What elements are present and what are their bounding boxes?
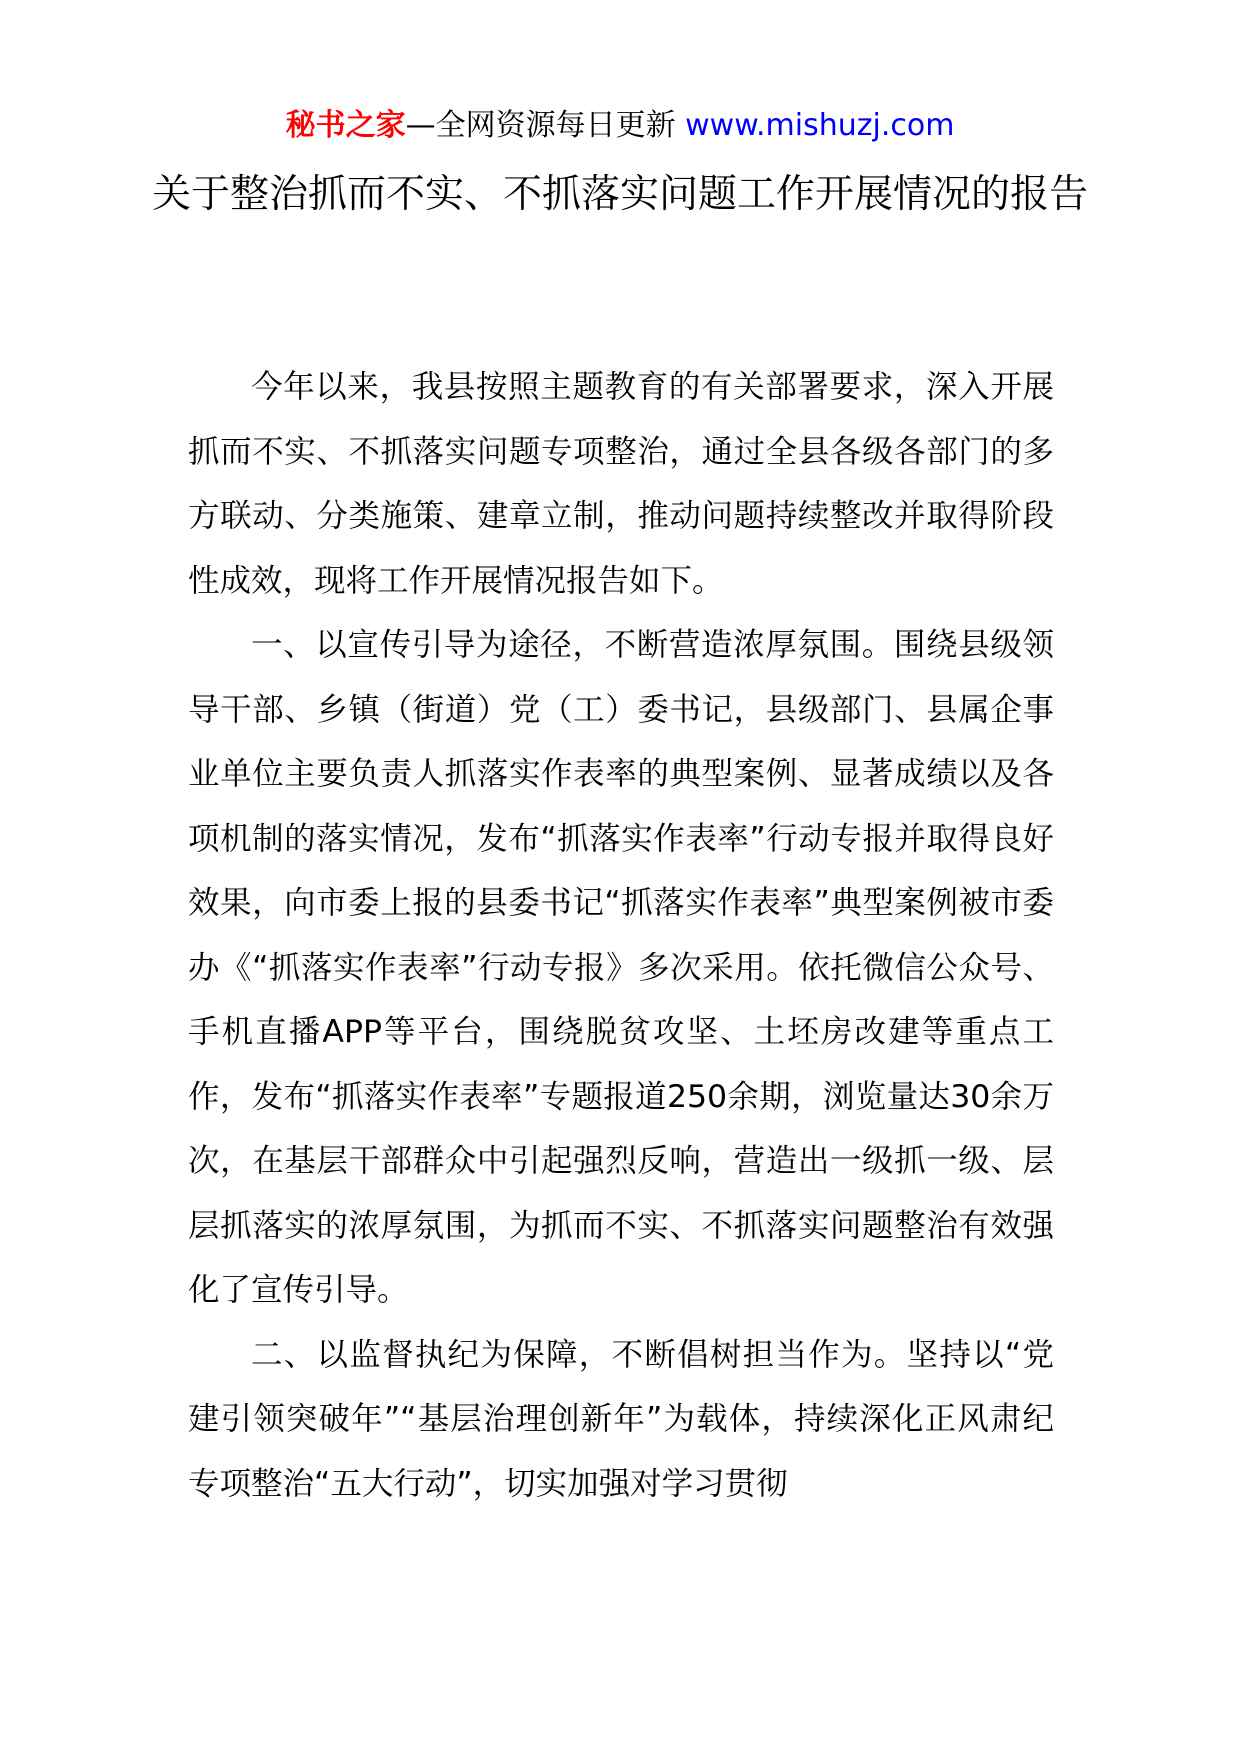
document-title: 关于整治抓而不实、不抓落实问题工作开展情况的报告 <box>151 172 1088 217</box>
paragraph-section-2: 二、以监督执纪为保障，不断倡树担当作为。坚持以“党建引领突破年”“基层治理创新年”为载体，持续深化正风肃纪专项整治“五大行动”，切实加强对学习贯彻 <box>188 1336 1054 1502</box>
paragraph-section-1: 一、以宣传引导为途径，不断营造浓厚氛围。围绕县级领导干部、乡镇（街道）党（工）委书记，县级部门、县属企事业单位主要负责人抓落实作表率的典型案例、显著成绩以及各项机制的落实情况，发布“抓落实作表率”行动专报并取得良好效果，向市委上报的县委书记“抓落实作表率”典型案例被市委办《“抓落实作表率”行动专报》多次采用。依托微信公众号、手机直播APP等平台，围绕脱贫攻坚、土坯房改建等重点工作，发布“抓落实作表率”专题报道250余期，浏览量达30余万次，在基层干部群众中引起强烈反响，营造出一级抓一级、层层抓落实的浓厚氛围，为抓而不实、不抓落实问题整治有效强化了宣传引导。 <box>188 627 1054 1308</box>
site-banner <box>0 104 1240 148</box>
paragraph-intro: 今年以来，我县按照主题教育的有关部署要求，深入开展抓而不实、不抓落实问题专项整治，通过全县各级各部门的多方联动、分类施策、建章立制，推动问题持续整改并取得阶段性成效，现将工作开展情况报告如下。 <box>188 369 1054 599</box>
site-url-link[interactable]: www.mishuzj.com <box>685 108 955 143</box>
document-body <box>188 355 1054 1516</box>
brand-slogan: —全网资源每日更新 <box>405 108 686 143</box>
brand-name: 秘书之家 <box>285 108 406 143</box>
